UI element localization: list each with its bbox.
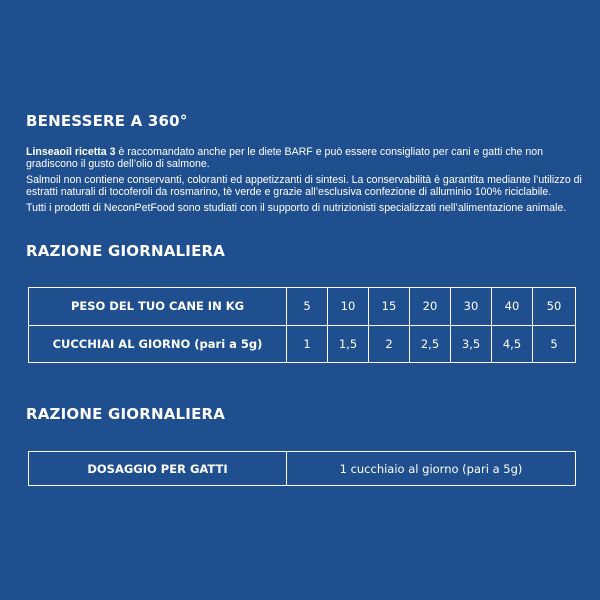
dog-ration-table	[28, 287, 576, 363]
weight-cell: 20	[410, 288, 451, 326]
spoons-label: CUCCHIAI AL GIORNO (pari a 5g)	[29, 325, 287, 363]
weight-cell: 15	[369, 288, 410, 326]
spoons-cell: 3,5	[451, 325, 492, 363]
weight-cell: 40	[492, 288, 533, 326]
cat-dosage-label: DOSAGGIO PER GATTI	[29, 452, 287, 486]
paragraph-recipe	[26, 146, 586, 170]
dog-ration-heading: RAZIONE GIORNALIERA	[26, 242, 226, 260]
recipe-description: è raccomandato anche per le diete BARF e può essere consigliato per cani e gatti che non gradiscono il gusto dell’olio di salmone.	[26, 146, 544, 170]
recipe-name: Linseaoil ricetta 3	[26, 146, 116, 158]
weight-cell: 5	[287, 288, 328, 326]
spoons-cell: 2	[369, 325, 410, 363]
spoons-cell: 1	[287, 325, 328, 363]
table-row-cat	[29, 452, 576, 486]
wellness-heading: BENESSERE A 360°	[26, 112, 188, 130]
paragraph-nutritionists: Tutti i prodotti di NeconPetFood sono studiati con il supporto di nutrizionisti specializzati nell’alimentazione animale.	[26, 202, 567, 214]
table-row-weight	[29, 288, 576, 326]
wellness-description	[26, 146, 586, 218]
cat-ration-table	[28, 451, 576, 486]
weight-cell: 10	[328, 288, 369, 326]
weight-cell: 30	[451, 288, 492, 326]
paragraph-conservation: Salmoil non contiene conservanti, coloranti ed appetizzanti di sintesi. La conservabilità è garantita mediante l’utilizzo di estratti naturali di tocoferoli da rosmarino, tè verde e grazie all’esclusiva confezione di alluminio 100% riciclabile.	[26, 174, 582, 198]
weight-label: PESO DEL TUO CANE IN KG	[29, 288, 287, 326]
table-row-spoons	[29, 325, 576, 363]
spoons-cell: 1,5	[328, 325, 369, 363]
spoons-cell: 4,5	[492, 325, 533, 363]
spoons-cell: 5	[533, 325, 576, 363]
cat-dosage-value: 1 cucchiaio al giorno (pari a 5g)	[287, 452, 576, 486]
weight-cell: 50	[533, 288, 576, 326]
cat-ration-heading: RAZIONE GIORNALIERA	[26, 405, 226, 423]
spoons-cell: 2,5	[410, 325, 451, 363]
